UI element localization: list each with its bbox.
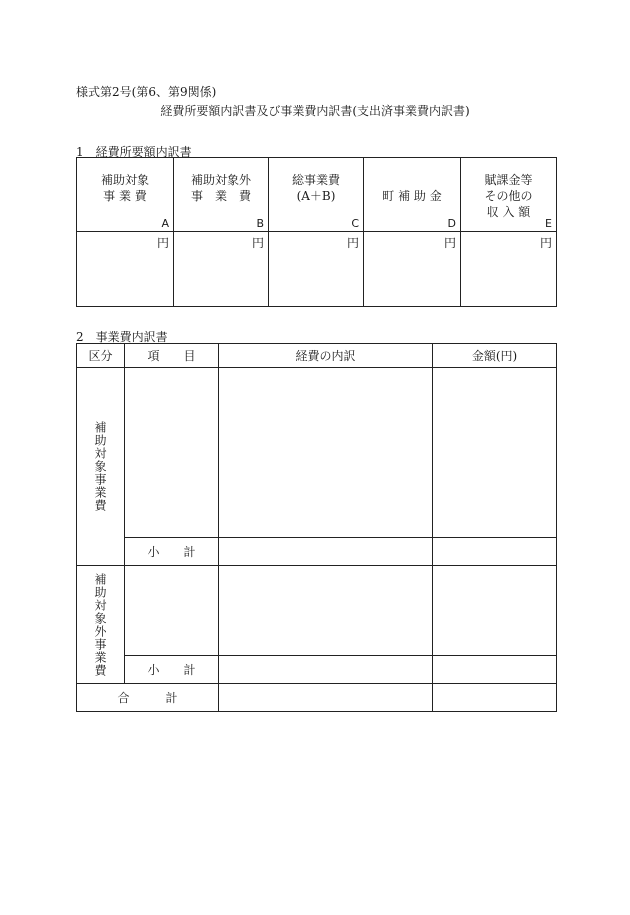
subtotal-detail-cell[interactable] — [219, 538, 433, 566]
value-cell-b[interactable]: 円 — [174, 232, 269, 307]
subtotal-detail-cell[interactable] — [219, 656, 433, 684]
form-number: 様式第2号(第6、第9関係) — [76, 85, 217, 99]
col-header-e: 賦課金等 その他の 収 入 額 E — [461, 158, 557, 232]
item-cell[interactable] — [125, 566, 219, 656]
document-title: 経費所要額内訳書及び事業費内訳書(支出済事業費内訳書) — [160, 104, 470, 118]
category-non-subsidized: 補助対象外事業費 — [77, 566, 125, 684]
total-detail-cell[interactable] — [219, 684, 433, 712]
header-category: 区分 — [77, 344, 125, 368]
header-detail: 経費の内訳 — [219, 344, 433, 368]
section1-title: 1 経費所要額内訳書 — [76, 145, 192, 159]
amount-cell[interactable] — [433, 368, 557, 538]
budget-breakdown-table — [76, 157, 557, 307]
subtotal-amount-cell[interactable] — [433, 538, 557, 566]
detail-cell[interactable] — [219, 566, 433, 656]
section2-title: 2 事業費内訳書 — [76, 330, 168, 344]
total-label: 合 計 — [77, 684, 219, 712]
detail-cell[interactable] — [219, 368, 433, 538]
amount-cell[interactable] — [433, 566, 557, 656]
total-amount-cell[interactable] — [433, 684, 557, 712]
value-cell-e[interactable]: 円 — [461, 232, 557, 307]
subtotal-label: 小 計 — [125, 656, 219, 684]
category-subsidized: 補助対象事業費 — [77, 368, 125, 566]
item-cell[interactable] — [125, 368, 219, 538]
value-cell-a[interactable]: 円 — [77, 232, 174, 307]
value-cell-c[interactable]: 円 — [269, 232, 364, 307]
value-cell-d[interactable]: 円 — [364, 232, 461, 307]
col-header-a: 補助対象 事 業 費 A — [77, 158, 174, 232]
col-header-c: 総事業費 (A＋B) C — [269, 158, 364, 232]
subtotal-amount-cell[interactable] — [433, 656, 557, 684]
col-header-d: 町 補 助 金 D — [364, 158, 461, 232]
subtotal-label: 小 計 — [125, 538, 219, 566]
header-amount: 金額(円) — [433, 344, 557, 368]
project-cost-table — [76, 343, 557, 712]
col-header-b: 補助対象外 事 業 費 B — [174, 158, 269, 232]
header-item: 項 目 — [125, 344, 219, 368]
